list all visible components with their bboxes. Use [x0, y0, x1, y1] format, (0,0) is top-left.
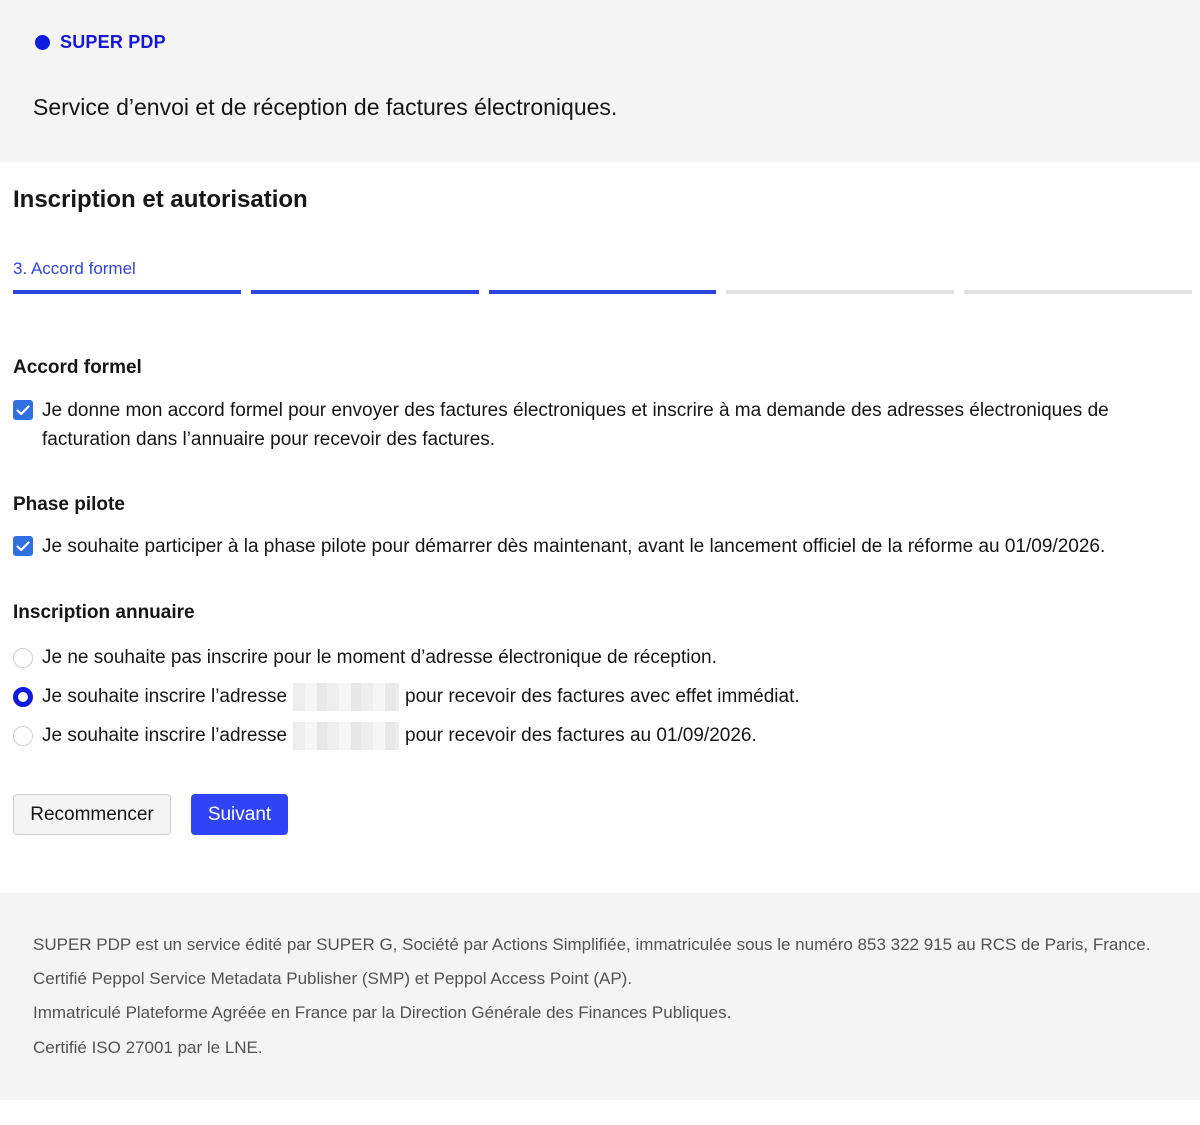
footer-iso-line: Certifié ISO 27001 par le LNE.: [33, 1038, 263, 1057]
progress-step-2: [251, 290, 479, 294]
footer-peppol-line: Certifié Peppol Service Metadata Publisher (SMP) et Peppol Access Point (AP).: [33, 969, 633, 988]
annuaire-option-immediate-suffix: pour recevoir des factures avec effet immédiat.: [405, 686, 800, 708]
checkmark-icon: [16, 541, 30, 552]
annuaire-option-dated-prefix: Je souhaite inscrire l’adresse: [42, 725, 288, 747]
brand-dot-icon: [35, 35, 50, 50]
progress-step-5: [964, 290, 1192, 294]
section-title-annuaire: Inscription annuaire: [13, 602, 195, 623]
annuaire-option-immediate-label: [42, 683, 800, 711]
site-header: [0, 0, 1200, 162]
progress-step-1: [13, 290, 241, 294]
pilote-checkbox-row[interactable]: [13, 532, 1183, 561]
annuaire-option-dated[interactable]: [13, 723, 757, 749]
restart-button[interactable]: Recommencer: [13, 794, 171, 835]
footer-legal-line: SUPER PDP est un service édité par SUPER G, Société par Actions Simplifiée, immatriculée sous le numéro 853 322 915 au RCS de Paris, France.: [33, 935, 1151, 954]
accord-checkbox-row[interactable]: [13, 396, 1183, 454]
site-footer: [0, 893, 1200, 1100]
brand-logo[interactable]: [35, 30, 166, 54]
annuaire-radio-dated[interactable]: [13, 726, 33, 746]
brand-name: SUPER PDP: [60, 31, 166, 52]
progress-step-3: [489, 290, 717, 294]
annuaire-radio-immediate[interactable]: [13, 687, 33, 707]
annuaire-option-none[interactable]: [13, 645, 717, 671]
accord-checkbox[interactable]: [13, 400, 33, 420]
accord-checkbox-label: Je donne mon accord formel pour envoyer des factures électroniques et inscrire à ma demande des adresses électroniques de facturation dans l’annuaire pour recevoir des factures.: [42, 400, 1109, 450]
annuaire-option-none-label: Je ne souhaite pas inscrire pour le moment d’adresse électronique de réception.: [42, 647, 717, 668]
progress-step-4: [726, 290, 954, 294]
annuaire-option-dated-label: [42, 722, 757, 750]
site-tagline: Service d’envoi et de réception de factures électroniques.: [33, 94, 618, 120]
next-button[interactable]: Suivant: [191, 794, 288, 835]
annuaire-option-immediate-prefix: Je souhaite inscrire l’adresse: [42, 686, 288, 708]
checkmark-icon: [16, 405, 30, 416]
footer-pa-line: Immatriculé Plateforme Agréée en France par la Direction Générale des Finances Publiques.: [33, 1003, 732, 1022]
step-progress-bar: [13, 290, 1192, 294]
section-title-accord: Accord formel: [13, 357, 142, 378]
pilote-checkbox-label: Je souhaite participer à la phase pilote pour démarrer dès maintenant, avant le lancement officiel de la réforme au 01/09/2026.: [42, 536, 1106, 557]
section-title-pilote: Phase pilote: [13, 494, 125, 515]
annuaire-radio-none[interactable]: [13, 648, 33, 668]
page-title: Inscription et autorisation: [13, 186, 308, 213]
redacted-address: [293, 683, 399, 711]
annuaire-option-dated-suffix: pour recevoir des factures au 01/09/2026.: [405, 725, 757, 747]
current-step-label: 3. Accord formel: [13, 259, 136, 278]
redacted-address: [293, 722, 399, 750]
annuaire-option-immediate[interactable]: [13, 684, 800, 710]
pilote-checkbox[interactable]: [13, 536, 33, 556]
